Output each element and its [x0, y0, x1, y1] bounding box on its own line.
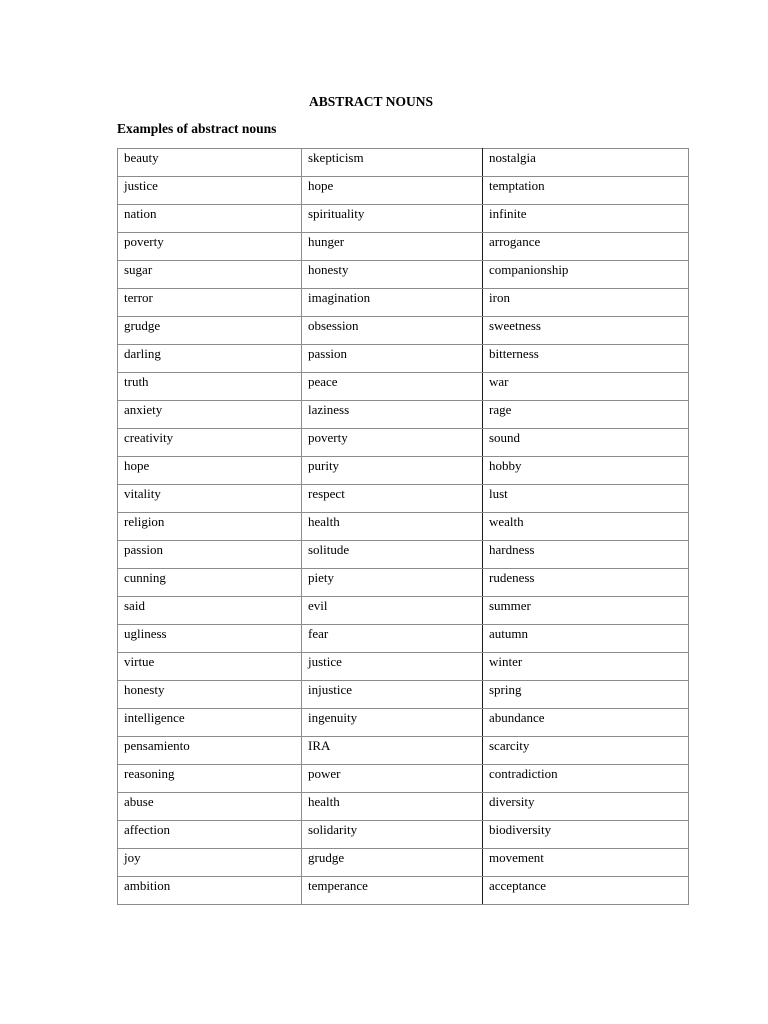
- table-cell: grudge: [118, 317, 302, 345]
- table-cell: IRA: [302, 737, 483, 765]
- table-cell: lust: [483, 485, 689, 513]
- table-cell: abuse: [118, 793, 302, 821]
- table-cell: affection: [118, 821, 302, 849]
- table-cell: movement: [483, 849, 689, 877]
- table-body: [118, 149, 689, 905]
- table-row: [118, 205, 689, 233]
- table-cell: biodiversity: [483, 821, 689, 849]
- table-row: [118, 373, 689, 401]
- table-cell: anxiety: [118, 401, 302, 429]
- table-cell: piety: [302, 569, 483, 597]
- table-cell: laziness: [302, 401, 483, 429]
- table-cell: nostalgia: [483, 149, 689, 177]
- table-row: [118, 429, 689, 457]
- table-row: [118, 793, 689, 821]
- table-row: [118, 569, 689, 597]
- table-cell: temperance: [302, 877, 483, 905]
- table-cell: passion: [118, 541, 302, 569]
- table-cell: purity: [302, 457, 483, 485]
- table-cell: wealth: [483, 513, 689, 541]
- table-cell: darling: [118, 345, 302, 373]
- table-cell: terror: [118, 289, 302, 317]
- table-cell: power: [302, 765, 483, 793]
- table-cell: war: [483, 373, 689, 401]
- table-cell: diversity: [483, 793, 689, 821]
- table-row: [118, 317, 689, 345]
- page-title: ABSTRACT NOUNS: [309, 94, 433, 109]
- table-row: [118, 513, 689, 541]
- table-cell: hobby: [483, 457, 689, 485]
- table-cell: beauty: [118, 149, 302, 177]
- table-row: [118, 541, 689, 569]
- table-cell: truth: [118, 373, 302, 401]
- table-row: [118, 233, 689, 261]
- table-cell: skepticism: [302, 149, 483, 177]
- table-cell: infinite: [483, 205, 689, 233]
- section-heading: Examples of abstract nouns: [117, 121, 277, 136]
- table-cell: autumn: [483, 625, 689, 653]
- table-row: [118, 709, 689, 737]
- table-cell: summer: [483, 597, 689, 625]
- table-cell: hope: [118, 457, 302, 485]
- table-cell: fear: [302, 625, 483, 653]
- table-cell: sweetness: [483, 317, 689, 345]
- table-cell: imagination: [302, 289, 483, 317]
- table-cell: acceptance: [483, 877, 689, 905]
- table-cell: iron: [483, 289, 689, 317]
- table-row: [118, 681, 689, 709]
- table-cell: solitude: [302, 541, 483, 569]
- table-cell: spring: [483, 681, 689, 709]
- table-cell: health: [302, 513, 483, 541]
- table-row: [118, 597, 689, 625]
- table-cell: cunning: [118, 569, 302, 597]
- table-row: [118, 765, 689, 793]
- table-cell: sugar: [118, 261, 302, 289]
- table-row: [118, 653, 689, 681]
- table-row: [118, 261, 689, 289]
- table-cell: scarcity: [483, 737, 689, 765]
- table-cell: poverty: [118, 233, 302, 261]
- table-cell: peace: [302, 373, 483, 401]
- table-cell: ingenuity: [302, 709, 483, 737]
- table-cell: contradiction: [483, 765, 689, 793]
- table-row: [118, 849, 689, 877]
- table-cell: hope: [302, 177, 483, 205]
- table-cell: virtue: [118, 653, 302, 681]
- table-row: [118, 401, 689, 429]
- table-row: [118, 821, 689, 849]
- abstract-nouns-table: [117, 148, 689, 905]
- table-cell: religion: [118, 513, 302, 541]
- table-cell: passion: [302, 345, 483, 373]
- table-cell: health: [302, 793, 483, 821]
- table-cell: bitterness: [483, 345, 689, 373]
- table-cell: winter: [483, 653, 689, 681]
- table-cell: joy: [118, 849, 302, 877]
- table-cell: rage: [483, 401, 689, 429]
- table-cell: obsession: [302, 317, 483, 345]
- table-cell: honesty: [118, 681, 302, 709]
- table-cell: pensamiento: [118, 737, 302, 765]
- table-cell: companionship: [483, 261, 689, 289]
- table-cell: ugliness: [118, 625, 302, 653]
- table-cell: solidarity: [302, 821, 483, 849]
- table-row: [118, 177, 689, 205]
- table-row: [118, 149, 689, 177]
- table-cell: intelligence: [118, 709, 302, 737]
- table-cell: spirituality: [302, 205, 483, 233]
- table-cell: respect: [302, 485, 483, 513]
- table-cell: ambition: [118, 877, 302, 905]
- table-cell: hunger: [302, 233, 483, 261]
- table-cell: arrogance: [483, 233, 689, 261]
- table-cell: evil: [302, 597, 483, 625]
- table-row: [118, 877, 689, 905]
- table-row: [118, 345, 689, 373]
- table-cell: creativity: [118, 429, 302, 457]
- table-cell: nation: [118, 205, 302, 233]
- table-cell: rudeness: [483, 569, 689, 597]
- table-cell: justice: [118, 177, 302, 205]
- table-row: [118, 625, 689, 653]
- table-cell: poverty: [302, 429, 483, 457]
- table-cell: abundance: [483, 709, 689, 737]
- table-cell: vitality: [118, 485, 302, 513]
- table-row: [118, 737, 689, 765]
- table-cell: sound: [483, 429, 689, 457]
- table-cell: reasoning: [118, 765, 302, 793]
- table-cell: justice: [302, 653, 483, 681]
- table-cell: grudge: [302, 849, 483, 877]
- table-cell: injustice: [302, 681, 483, 709]
- table-cell: hardness: [483, 541, 689, 569]
- table-cell: honesty: [302, 261, 483, 289]
- table-row: [118, 485, 689, 513]
- table-row: [118, 289, 689, 317]
- table-cell: said: [118, 597, 302, 625]
- table-cell: temptation: [483, 177, 689, 205]
- table-row: [118, 457, 689, 485]
